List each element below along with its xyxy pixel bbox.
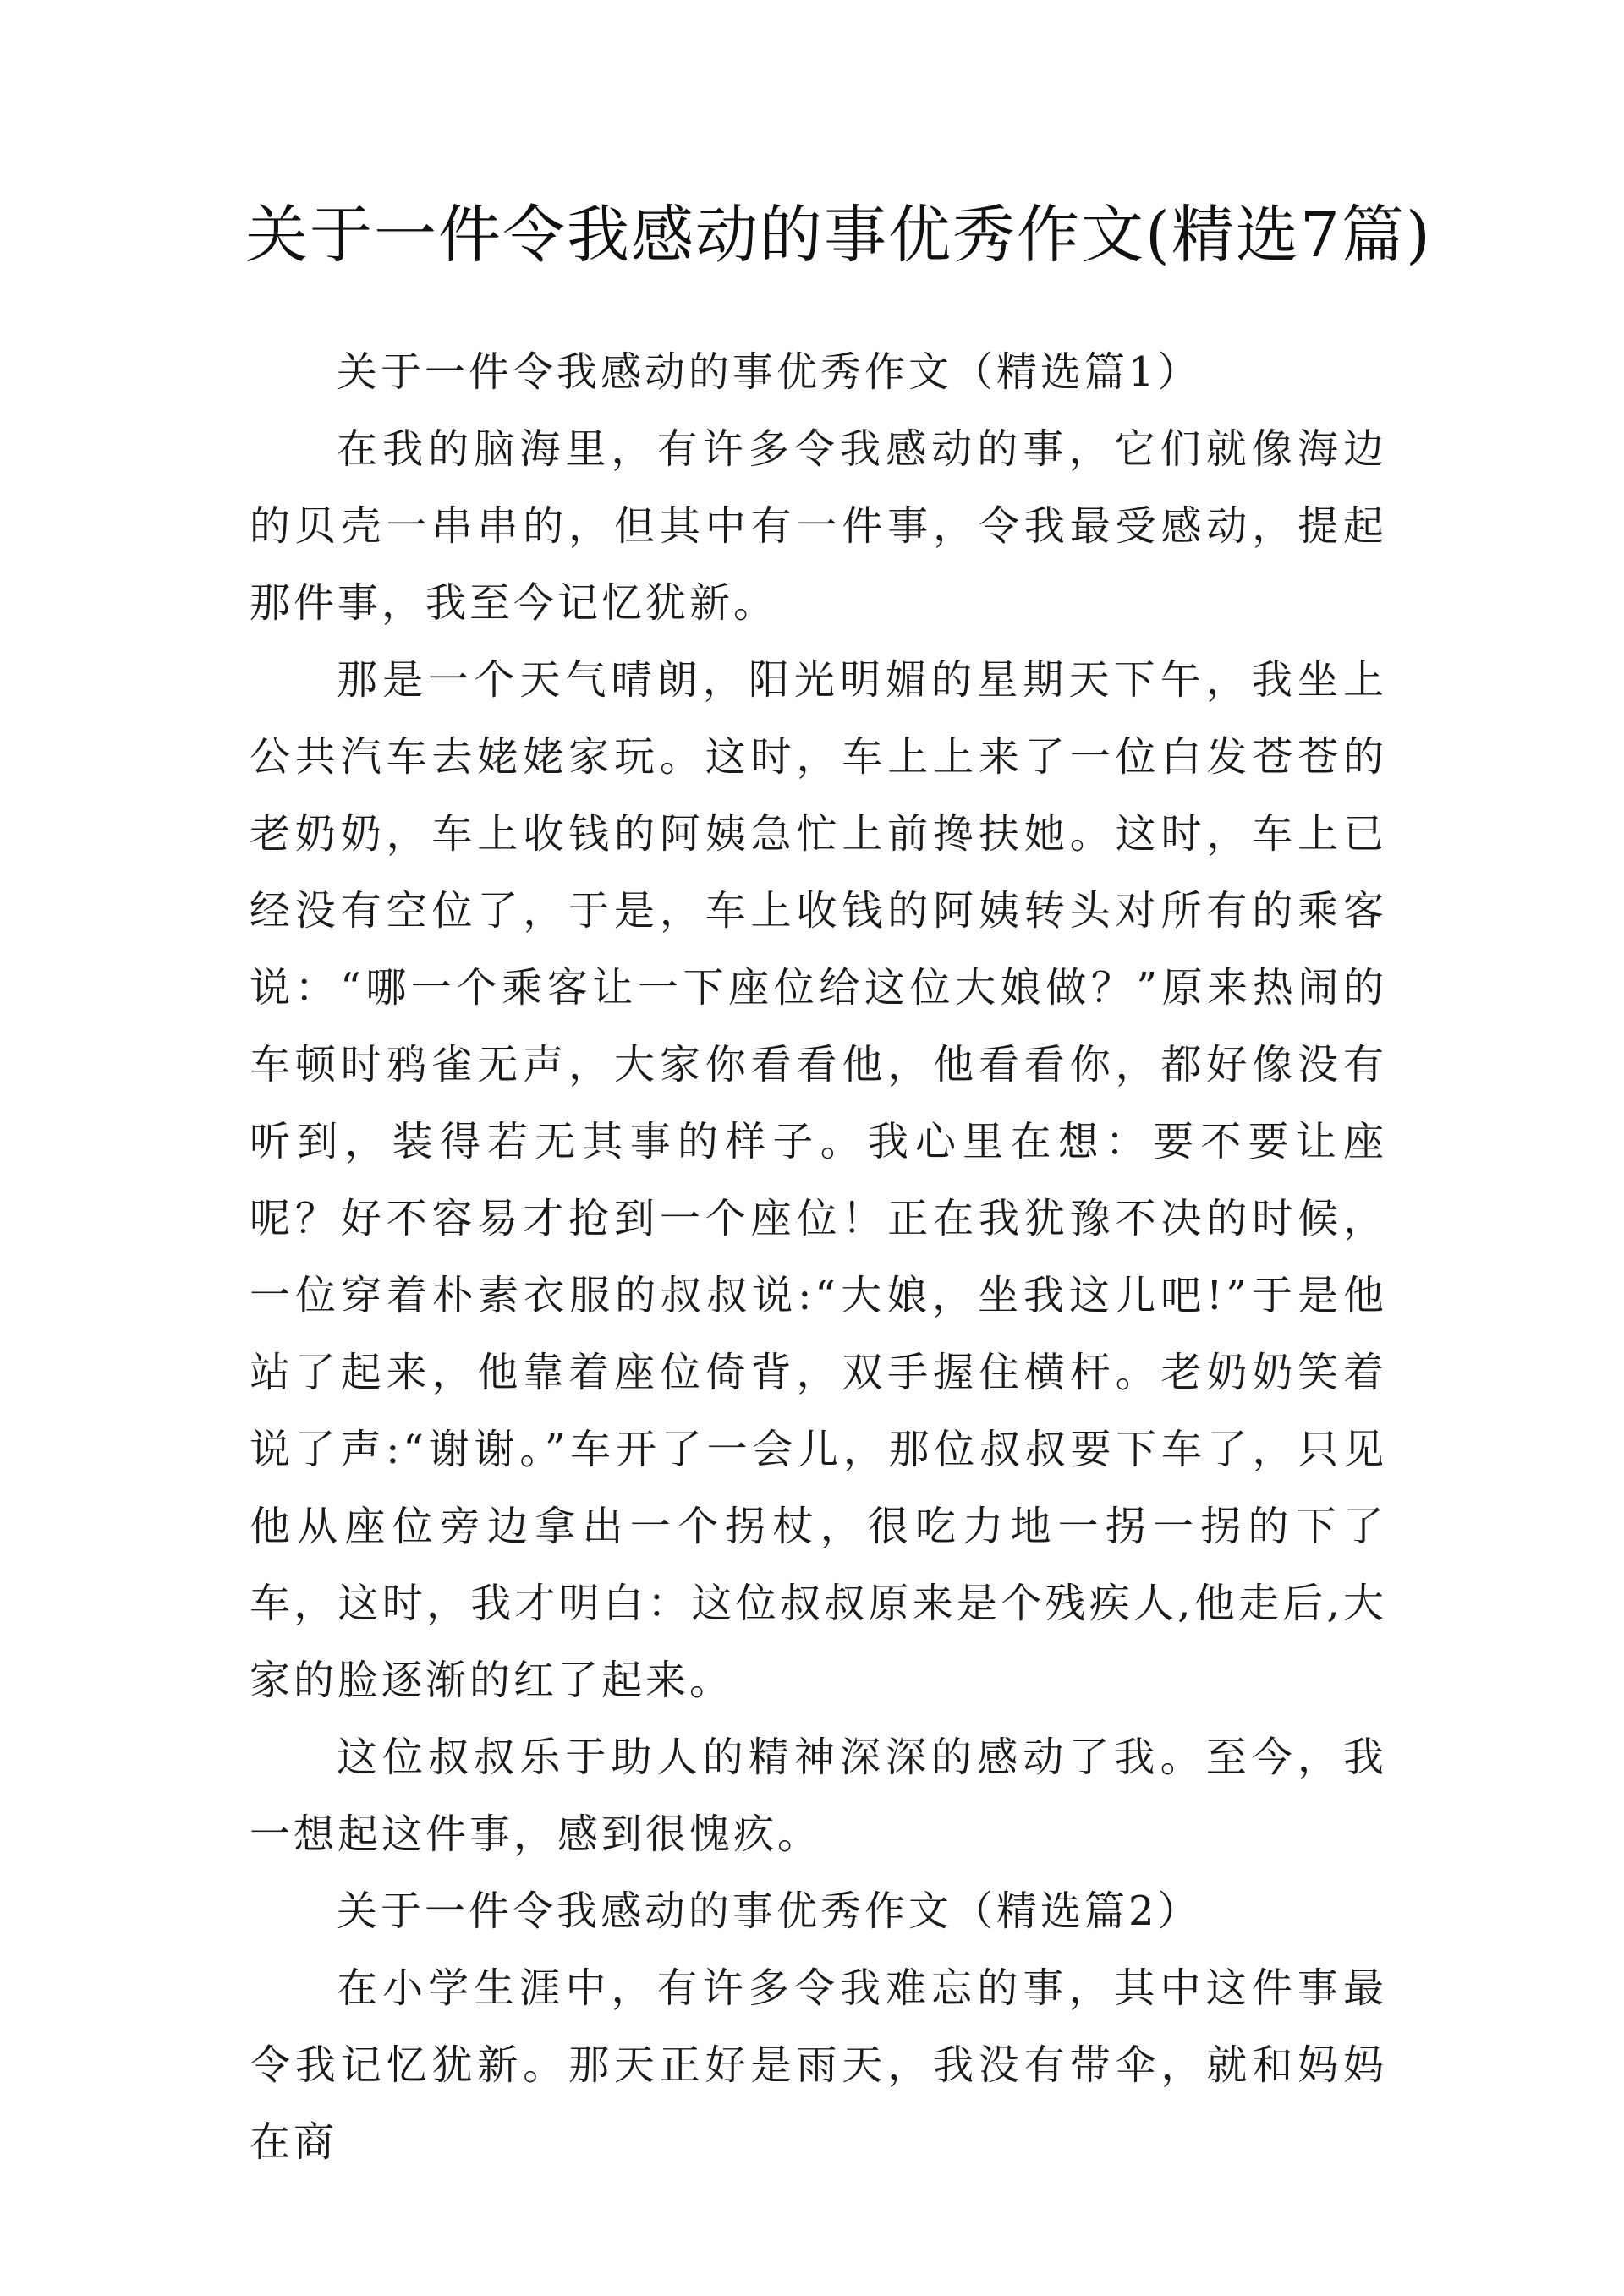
document-body	[250, 334, 1387, 2181]
section-1-paragraph-3: 这位叔叔乐于助人的精神深深的感动了我。至今，我一想起这件事，感到很愧疚。	[250, 1734, 1387, 1858]
section-heading-2: 关于一件令我感动的事优秀作文（精选篇2）	[337, 1888, 1202, 1935]
section-heading-1: 关于一件令我感动的事优秀作文（精选篇1）	[337, 348, 1202, 396]
section-1-paragraph-2: 那是一个天气晴朗，阳光明媚的星期天下午，我坐上公共汽车去姥姥家玩。这时，车上上来了一位白发苍苍的老奶奶，车上收钱的阿姨急忙上前搀扶她。这时，车上已经没有空位了，于是，车上收钱的阿姨转头对所有的乘客说：“哪一个乘客让一下座位给这位大娘做？”原来热闹的车顿时鸦雀无声，大家你看看他，他看看你，都好像没有听到，装得若无其事的样子。我心里在想：要不要让座呢？好不容易才抢到一个座位！正在我犹豫不决的时候，一位穿着朴素衣服的叔叔说:“大娘，坐我这儿吧!”于是他站了起来，他靠着座位倚背，双手握住横杆。老奶奶笑着说了声:“谢谢。”车开了一会儿，那位叔叔要下车了，只见他从座位旁边拿出一个拐杖，很吃力地一拐一拐的下了车，这时，我才明白：这位叔叔原来是个残疾人,他走后,大家的脸逐渐的红了起来。	[250, 656, 1387, 1704]
document-title: 关于一件令我感动的事优秀作文(精选7篇)	[245, 199, 1432, 271]
section-1-paragraph-1: 在我的脑海里，有许多令我感动的事，它们就像海边的贝壳一串串的，但其中有一件事，令我最受感动，提起那件事，我至今记忆犹新。	[250, 425, 1387, 627]
section-2-paragraph-1: 在小学生涯中，有许多令我难忘的事，其中这件事最令我记忆犹新。那天正好是雨天，我没有带伞，就和妈妈在商	[250, 1964, 1387, 2166]
